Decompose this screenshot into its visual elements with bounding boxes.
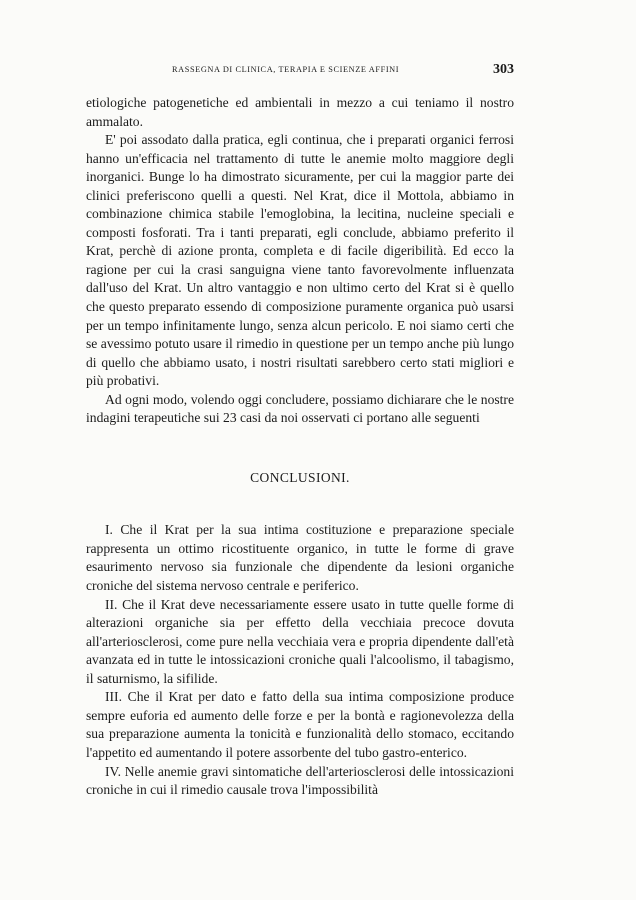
conclusions-list <box>86 521 514 799</box>
body-text <box>86 94 514 800</box>
conclusion-item: I. Che il Krat per la sua intima costituzione e preparazione speciale rappresenta un ottimo ricostituente organico, in tutte le forme di grave esaurimento nervoso sia funzionale che dipendente da lesioni organiche croniche del sistema nervoso centrale e periferico. <box>86 522 514 594</box>
paragraph: Ad ogni modo, volendo oggi concludere, possiamo dichiarare che le nostre indagini terapeutiche sui 23 casi da noi osservati ci portano alle seguenti <box>86 391 514 426</box>
page-number: 303 <box>493 62 514 77</box>
paragraph: E' poi assodato dalla pratica, egli continua, che i preparati organici ferrosi hanno un'efficacia nel trattamento di tutte le anemie molto maggiore degli inorganici. Bunge lo ha dimostrato sicuramente, per cui la maggior parte dei clinici preferiscono quelli a questi. Nel Krat, dice il Mottola, abbiamo in combinazione chimica stabile l'emoglobina, la lecitina, nucleine speciali e composti fosforati. Tra i tanti preparati, egli conclude, abbiamo preferito il Krat, perchè di azione pronta, completa e di facile digeribilità. Ed ecco la ragione per cui la crasi sanguigna viene tanto favorevolmente influenzata dall'uso del Krat. Un altro vantaggio e non ultimo certo del Krat si è quello che questo preparato essendo di composizione puramente organica può usarsi per un tempo infinitamente lungo, senza alcun pericolo. E noi siamo certi che se avessimo potuto usare il rimedio in questione per un tempo anche più lungo di quello che abbiamo usato, i nostri risultati sarebbero certo stati migliori e più probativi. <box>86 132 514 389</box>
conclusion-item: IV. Nelle anemie gravi sintomatiche dell'arteriosclerosi delle intossicazioni croniche in cui il rimedio causale trova l'impossibilità <box>86 763 514 798</box>
paragraph: etiologiche patogenetiche ed ambientali in mezzo a cui teniamo il nostro ammalato. <box>86 95 514 129</box>
running-head <box>86 62 514 82</box>
conclusion-item: II. Che il Krat deve necessariamente essere usato in tutte quelle forme di alterazioni organiche sia per effetto della vecchiaia precoce dovuta all'arteriosclerosi, come pure nella vecchiaia vera e propria dipendente dall'età avanzata ed in tutte le intossicazioni croniche quali l'alcoolismo, il tabagismo, il saturnismo, la sifilide. <box>86 596 514 686</box>
section-heading: CONCLUSIONI. <box>250 469 350 485</box>
page <box>86 62 514 800</box>
running-title: RASSEGNA DI CLINICA, TERAPIA E SCIENZE AFFINI <box>172 65 400 74</box>
conclusion-item: III. Che il Krat per dato e fatto della sua intima composizione produce sempre euforia ed aumento delle forze e per la bontà e ragionevolezza della sua preparazione aumenta la tonicità e funzionalità dello stomaco, eccitando l'appetito ed aumentando il potere assorbente del tubo gastro-enterico. <box>86 689 514 760</box>
